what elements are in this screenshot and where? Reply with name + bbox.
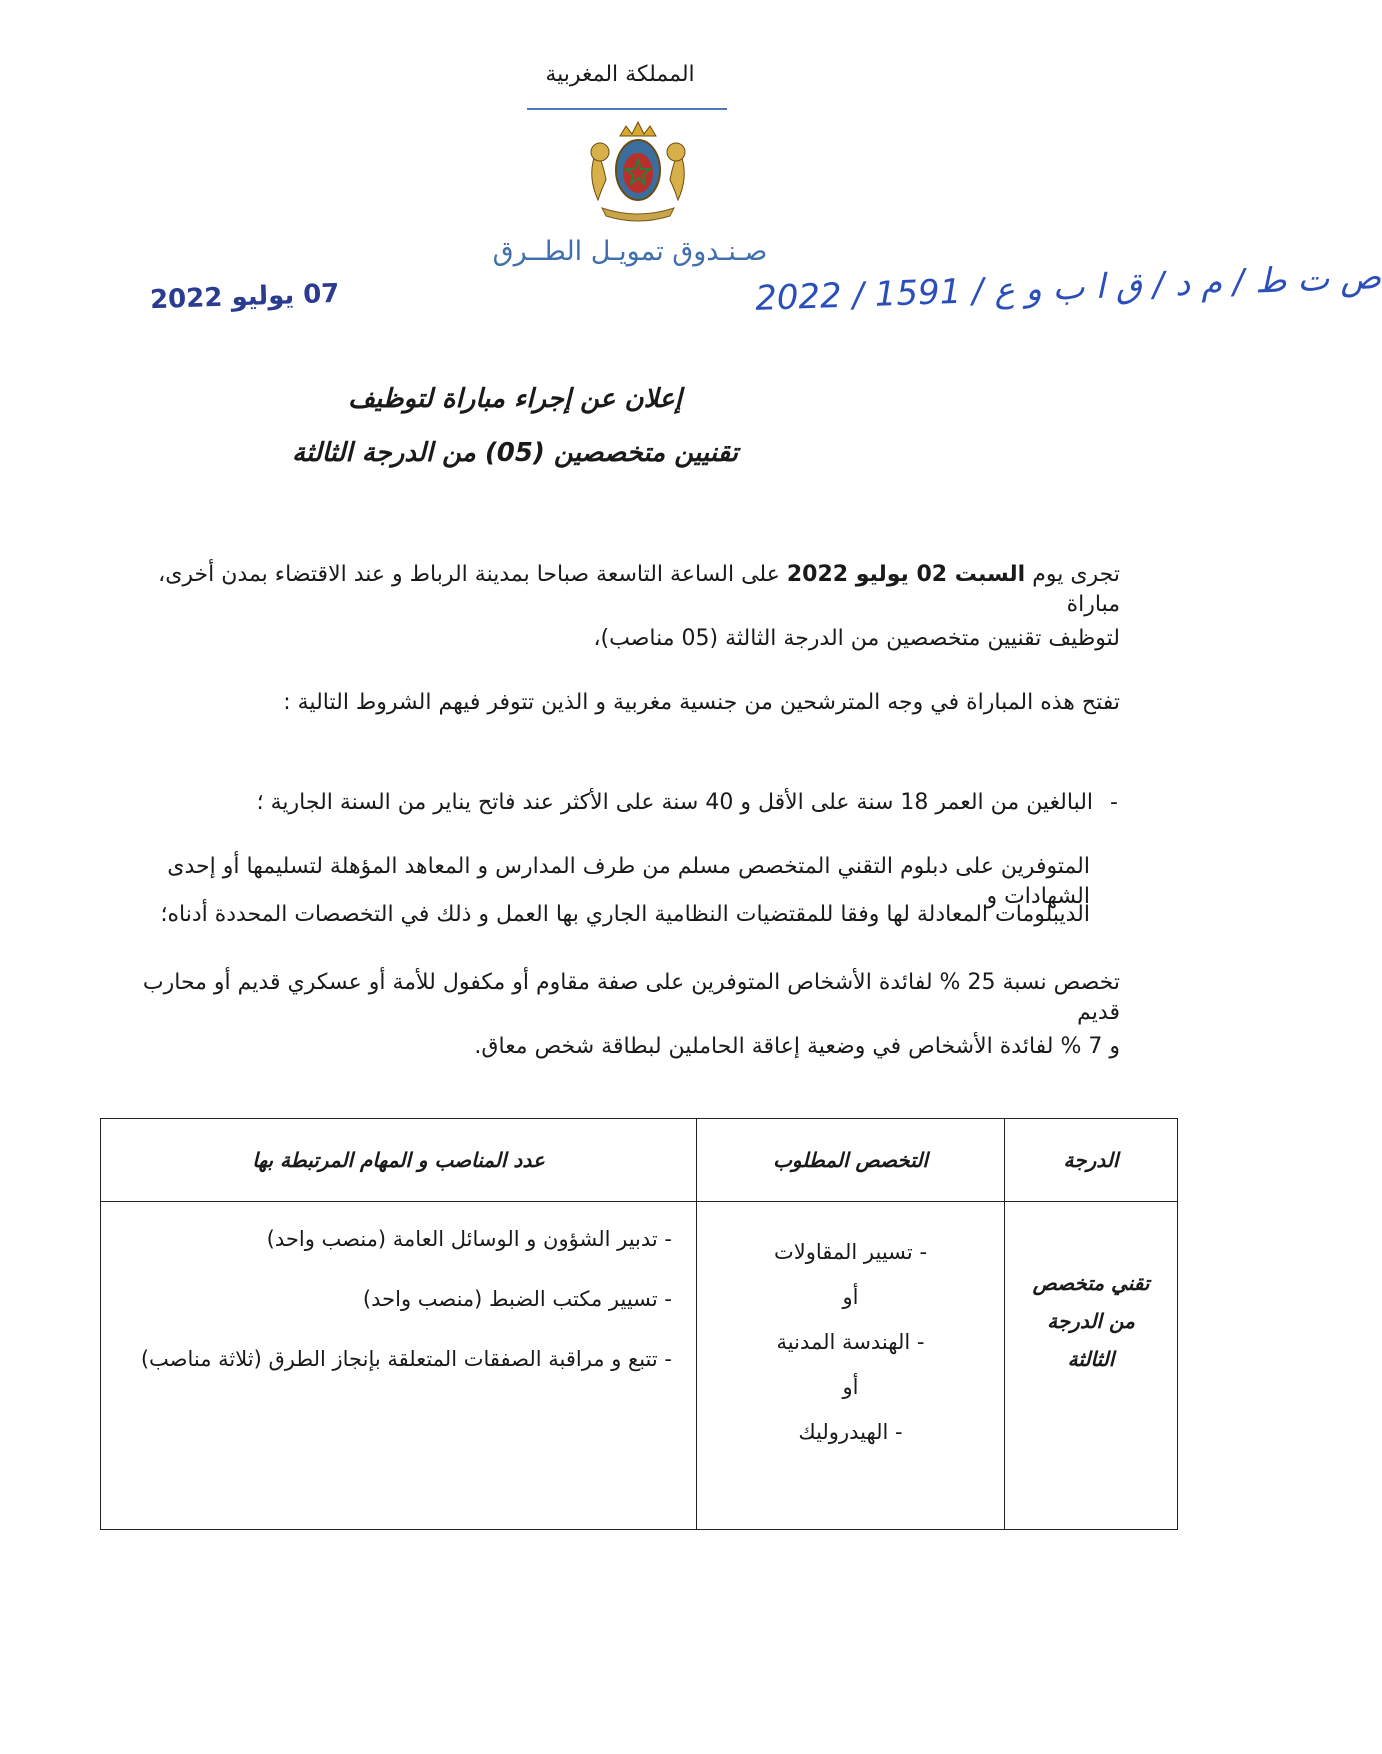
royal-emblem-icon [582, 118, 694, 224]
specialty-item: - تسيير المقاولات [773, 1240, 928, 1264]
table-row [101, 1202, 1178, 1530]
condition-diploma-line2: الديبلومات المعادلة لها وفقا للمقتضيات النظامية الجاري بها العمل و ذلك في التخصصات المحددة أدناه؛ [160, 902, 1090, 927]
date-stamp: 07 يوليو 2022 [149, 278, 340, 316]
specialty-item: - الهيدروليك [798, 1420, 903, 1444]
grade-line: من الدرجة [1047, 1309, 1135, 1333]
announcement-title: إعلان عن إجراء مباراة لتوظيف [348, 384, 682, 414]
announcement-subtitle: تقنيين متخصصين (05) من الدرجة الثالثة [292, 438, 738, 468]
kingdom-title: المملكة المغربية [545, 62, 695, 87]
quota-line2: و 7 % لفائدة الأشخاص في وضعية إعاقة الحاملين لبطاقة شخص معاق. [474, 1034, 1120, 1059]
reference-number: ص ت ط / م د / ق ا ب و ع / 1591 / 2022 [754, 257, 1382, 319]
posts-cell [101, 1202, 697, 1530]
post-item: - تسيير مكتب الضبط (منصب واحد) [362, 1287, 672, 1311]
paragraph-intro-line2: لتوظيف تقنيين متخصصين من الدرجة الثالثة (05 مناصب)، [593, 626, 1120, 651]
intro-prefix: تجرى يوم [1025, 562, 1120, 587]
agency-name: صـنـدوق تمويـل الطــرق [492, 236, 768, 267]
header-grade: الدرجة [1005, 1119, 1178, 1202]
grade-cell [1005, 1202, 1178, 1530]
specialty-separator: أو [842, 1285, 859, 1309]
header-posts: عدد المناصب و المهام المرتبطة بها [101, 1119, 697, 1202]
specialty-item: - الهندسة المدنية [776, 1330, 925, 1354]
intro-suffix: على الساعة التاسعة صباحا بمدينة الرباط و عند الاقتضاء بمدن أخرى، مباراة [158, 562, 1120, 617]
paragraph-intro-line1 [120, 560, 1120, 620]
positions-table [100, 1118, 1178, 1530]
grade-line: تقني متخصص [1032, 1271, 1150, 1295]
specialty-cell [697, 1202, 1005, 1530]
condition-age-text: البالغين من العمر 18 سنة على الأقل و 40 سنة على الأكثر عند فاتح يناير من السنة الجارية ؛ [256, 790, 1094, 815]
header-divider [527, 108, 727, 110]
grade-line: الثالثة [1067, 1347, 1115, 1371]
post-item: - تدبير الشؤون و الوسائل العامة (منصب واحد) [266, 1227, 672, 1251]
post-item: - تتبع و مراقبة الصفقات المتعلقة بإنجاز الطرق (ثلاثة مناصب) [140, 1347, 672, 1371]
paragraph-conditions-intro: تفتح هذه المباراة في وجه المترشحين من جنسية مغربية و الذين تتوفر فيهم الشروط التالية : [283, 690, 1120, 715]
quota-line1: تخصص نسبة 25 % لفائدة الأشخاص المتوفرين على صفة مقاوم أو مكفول للأمة أو عسكري قديم أو محارب قديم [142, 970, 1120, 1025]
condition-diploma-line1: المتوفرين على دبلوم التقني المتخصص مسلم من طرف المدارس و المعاهد المؤهلة لتسليمها أو إحدى الشهادات و [167, 854, 1090, 909]
specialty-separator: أو [842, 1375, 859, 1399]
exam-date: السبت 02 يوليو 2022 [786, 562, 1026, 587]
table-header-row [101, 1119, 1178, 1202]
condition-age [118, 788, 1118, 818]
dash-marker: - [1110, 790, 1118, 815]
header-specialty: التخصص المطلوب [697, 1119, 1005, 1202]
